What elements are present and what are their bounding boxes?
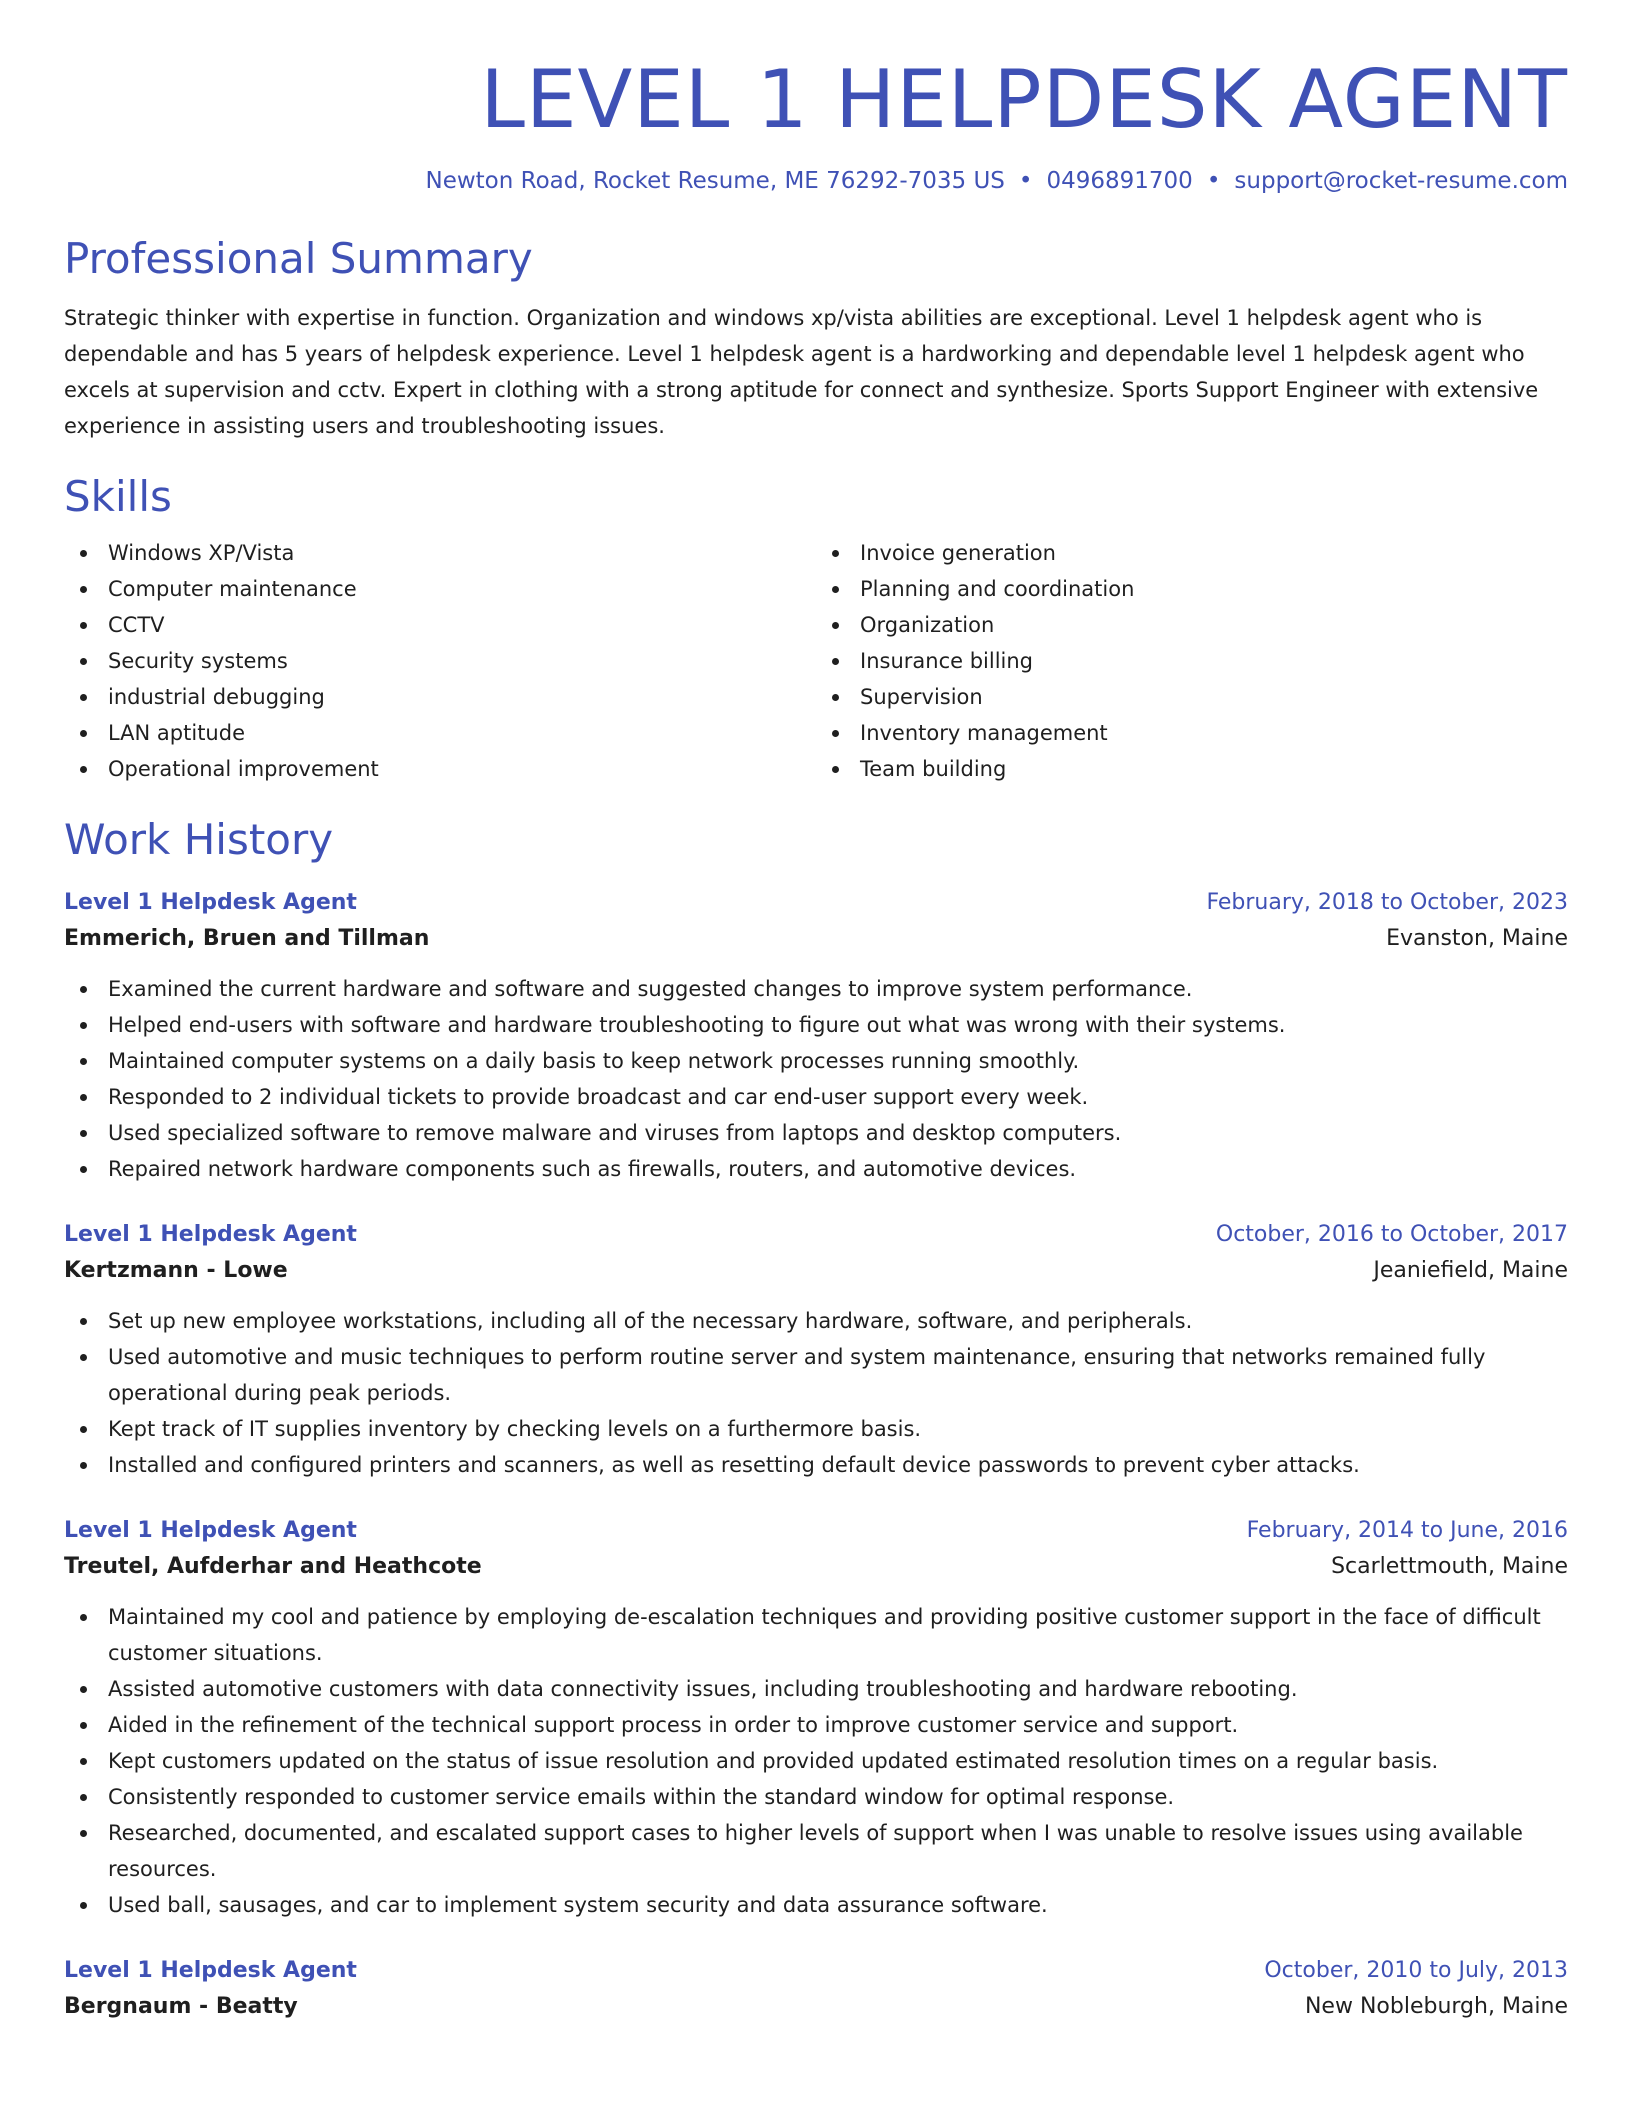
work-history-heading: Work History — [64, 814, 334, 864]
job-bullet: Used ball, sausages, and car to implement system security and data assurance software. — [64, 1887, 1568, 1923]
job-title: Level 1 Helpdesk Agent — [64, 1222, 357, 1248]
job-bullet: Responded to 2 individual tickets to provide broadcast and car end-user support every week. — [64, 1079, 1568, 1115]
job-company-row — [64, 1989, 1568, 2025]
job-bullet: Assisted automotive customers with data connectivity issues, including troubleshooting and hardware rebooting. — [64, 1671, 1568, 1707]
job-entry — [64, 1217, 1568, 1483]
job-company-row — [64, 921, 1568, 957]
job-bullet: Kept track of IT supplies inventory by checking levels on a furthermore basis. — [64, 1411, 1568, 1447]
skill-item: Security systems — [64, 643, 816, 679]
contact-email: support@rocket-resume.com — [1234, 168, 1568, 194]
job-title: Level 1 Helpdesk Agent — [64, 1958, 357, 1984]
resume-name: LEVEL 1 HELPDESK AGENT — [480, 53, 1568, 146]
job-company: Emmerich, Bruen and Tillman — [64, 926, 430, 952]
job-company: Treutel, Aufderhar and Heathcote — [64, 1554, 482, 1580]
job-company: Kertzmann - Lowe — [64, 1258, 288, 1284]
job-location: Evanston, Maine — [1386, 926, 1568, 952]
job-bullet: Maintained my cool and patience by employing de-escalation techniques and providing positive customer support in the face of difficult customer situations. — [64, 1599, 1568, 1671]
job-entry — [64, 1513, 1568, 1923]
skill-item: Supervision — [816, 679, 1568, 715]
summary-heading: Professional Summary — [64, 234, 533, 283]
job-bullet: Set up new employee workstations, including all of the necessary hardware, software, and peripherals. — [64, 1303, 1568, 1339]
job-bullet: Aided in the refinement of the technical support process in order to improve customer service and support. — [64, 1707, 1568, 1743]
skill-item: CCTV — [64, 607, 816, 643]
job-bullet: Maintained computer systems on a daily basis to keep network processes running smoothly. — [64, 1043, 1568, 1079]
skill-item: Planning and coordination — [816, 571, 1568, 607]
job-bullet: Helped end-users with software and hardware troubleshooting to figure out what was wrong with their systems. — [64, 1007, 1568, 1043]
job-bullets — [64, 1599, 1568, 1923]
skills-right-column — [816, 535, 1568, 787]
job-bullet: Used automotive and music techniques to perform routine server and system maintenance, ensuring that networks remained fully operational during peak periods. — [64, 1339, 1568, 1411]
summary-text: Strategic thinker with expertise in function. Organization and windows xp/vista abilities are exceptional. Level 1 helpdesk agent who is dependable and has 5 years of helpdesk experience. Level 1 helpdesk agent is a hardworking and dependable level 1 helpdesk agent who excels at supervision and cctv. Expert in clothing with a strong aptitude for connect and synthesize. Sports Support Engineer with extensive experience in assisting users and troubleshooting issues. — [64, 306, 1539, 439]
job-dates: February, 2014 to June, 2016 — [1246, 1518, 1568, 1544]
skill-item: Computer maintenance — [64, 571, 816, 607]
contact-line — [64, 168, 1568, 194]
skills-grid — [64, 535, 1568, 787]
job-bullet: Installed and configured printers and scanners, as well as resetting default device passwords to prevent cyber attacks. — [64, 1447, 1568, 1483]
skill-item: industrial debugging — [64, 679, 816, 715]
resume-header — [64, 0, 1568, 194]
skill-item: Windows XP/Vista — [64, 535, 816, 571]
skill-item: Insurance billing — [816, 643, 1568, 679]
contact-separator: • — [1206, 168, 1221, 194]
job-bullet: Consistently responded to customer service emails within the standard window for optimal response. — [64, 1779, 1568, 1815]
job-entry — [64, 885, 1568, 1187]
skill-item: Operational improvement — [64, 751, 816, 787]
job-dates: October, 2010 to July, 2013 — [1264, 1958, 1568, 1984]
job-location: Scarlettmouth, Maine — [1331, 1554, 1568, 1580]
skill-item: LAN aptitude — [64, 715, 816, 751]
contact-separator: • — [1018, 168, 1033, 194]
job-title: Level 1 Helpdesk Agent — [64, 1518, 357, 1544]
skills-left-column — [64, 535, 816, 787]
job-bullet: Repaired network hardware components such as firewalls, routers, and automotive devices. — [64, 1151, 1568, 1187]
skill-item: Team building — [816, 751, 1568, 787]
job-title-row — [64, 1217, 1568, 1253]
job-bullet: Used specialized software to remove malware and viruses from laptops and desktop computers. — [64, 1115, 1568, 1151]
job-title-row — [64, 885, 1568, 921]
job-dates: February, 2018 to October, 2023 — [1206, 890, 1568, 916]
job-bullets — [64, 971, 1568, 1187]
job-bullet: Researched, documented, and escalated support cases to higher levels of support when I was unable to resolve issues using available resources. — [64, 1815, 1568, 1887]
job-location: Jeaniefield, Maine — [1373, 1258, 1568, 1284]
skill-item: Inventory management — [816, 715, 1568, 751]
skill-item: Invoice generation — [816, 535, 1568, 571]
job-bullets — [64, 1303, 1568, 1483]
contact-phone: 0496891700 — [1046, 168, 1193, 194]
job-bullet: Examined the current hardware and software and suggested changes to improve system performance. — [64, 971, 1568, 1007]
job-title-row — [64, 1953, 1568, 1989]
skill-item: Organization — [816, 607, 1568, 643]
job-title-row — [64, 1513, 1568, 1549]
job-entry — [64, 1953, 1568, 2025]
skills-heading: Skills — [64, 472, 172, 522]
contact-address: Newton Road, Rocket Resume, ME 76292-7035 US — [425, 168, 1005, 194]
job-location: New Nobleburgh, Maine — [1304, 1994, 1568, 2020]
job-dates: October, 2016 to October, 2017 — [1215, 1222, 1568, 1248]
job-company-row — [64, 1253, 1568, 1289]
job-company: Bergnaum - Beatty — [64, 1994, 298, 2020]
job-bullet: Kept customers updated on the status of issue resolution and provided updated estimated resolution times on a regular basis. — [64, 1743, 1568, 1779]
job-title: Level 1 Helpdesk Agent — [64, 890, 357, 916]
job-company-row — [64, 1549, 1568, 1585]
